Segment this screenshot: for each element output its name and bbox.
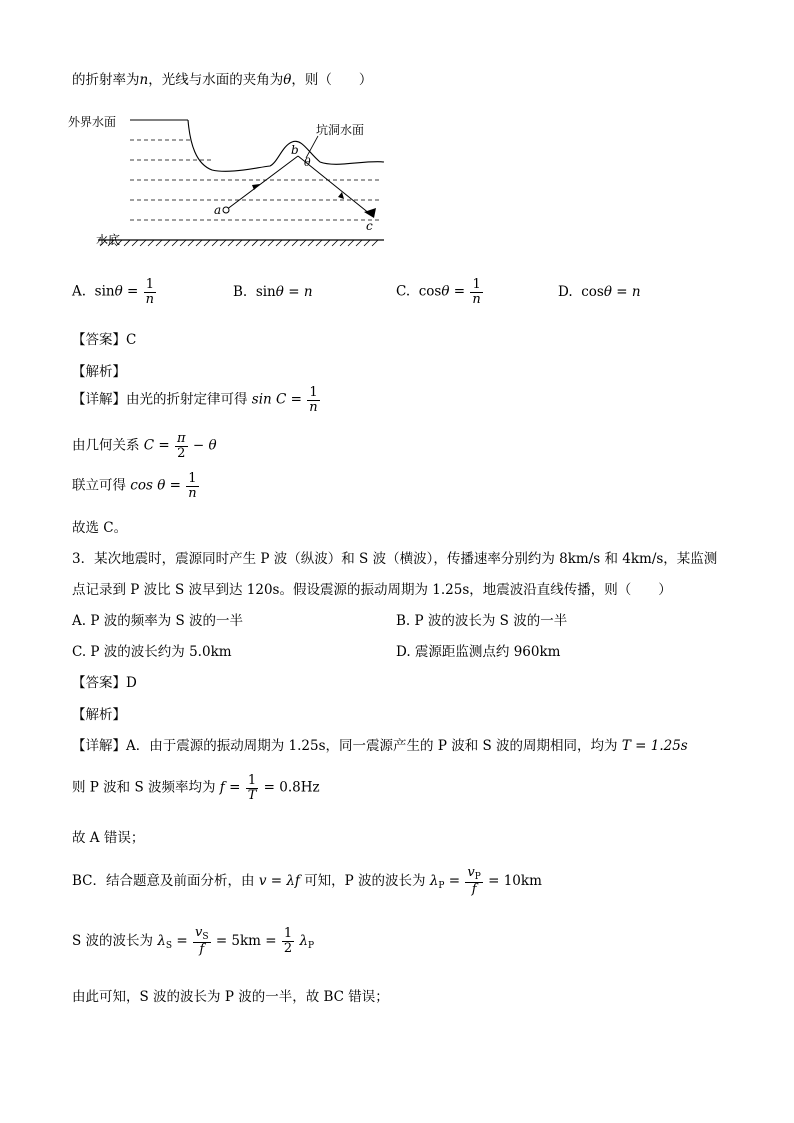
option-b-func: sin (255, 284, 276, 300)
label-c: c (366, 219, 373, 233)
q2-detail-label: 【详解】 (72, 391, 126, 408)
option-a-eq: = (127, 283, 139, 300)
option-d-eq: = (616, 284, 628, 300)
option-c-den: n (472, 291, 481, 307)
q3-detail4-mid: 可知，P 波的波长为 (304, 873, 426, 890)
q3-answer-label: 【答案】 (72, 675, 126, 691)
q3-detail2-fraction (246, 774, 259, 802)
option-c-func: cos (418, 283, 442, 300)
q2-line1-math: sin C = (251, 391, 302, 408)
q2-line2-num: π (177, 431, 186, 446)
source-point-a (223, 207, 229, 213)
bottom-label: 水底 (96, 233, 121, 247)
q3-detail-line5: S 波的波长为 $\lambda_S$ = $\frac{v_S}{f}$ = 5km = $\frac{1}{2}$ $\lambda_P$ (72, 925, 315, 958)
q2-line1-num: 1 (309, 385, 318, 400)
q3-answer-value: D (126, 675, 137, 691)
option-b-var: θ (275, 284, 284, 300)
q3-detail2-rhs: = 0.8Hz (263, 779, 320, 796)
q3-detail5-fraction2 (282, 927, 294, 955)
intro-line (72, 68, 372, 88)
q2-line3-math: cos θ = (130, 477, 181, 494)
q3-option-b[interactable]: B. P 波的波长为 S 波的一半 (396, 613, 568, 629)
q2-answer-label: 【答案】 (72, 332, 126, 348)
option-c-var: θ (441, 283, 450, 300)
q2-line3-num: 1 (188, 471, 197, 486)
option-d-func: cos (581, 284, 604, 300)
intro-n: n (139, 72, 149, 88)
q3-detail5-sub: S (165, 941, 173, 952)
q2-detail-line3 (72, 472, 200, 500)
q2-line1-text: 由光的折射定律可得 (126, 391, 248, 408)
q3-detail5-fraction (193, 926, 211, 957)
outer-surface-label: 外界水面 (68, 115, 117, 129)
q3-detail5-num-sub: S (202, 932, 209, 942)
option-a-den: n (145, 291, 155, 307)
option-d-rhs: n (631, 284, 641, 300)
q3-detail4-math: v = λf (258, 873, 300, 890)
option-a-fraction (144, 278, 156, 306)
option-a-num: 1 (145, 277, 154, 292)
q2-line3-fraction (186, 472, 198, 500)
q3-detail5-tail-sub: P (308, 941, 315, 952)
incident-ray (226, 156, 298, 210)
option-b[interactable] (233, 284, 313, 300)
q3-detail-label: 【详解】 (72, 738, 126, 754)
option-d[interactable] (558, 284, 641, 300)
reflected-arrow (338, 192, 344, 199)
q2-line2-den: 2 (175, 446, 188, 461)
option-a[interactable] (72, 278, 157, 306)
q3-detail4-num: v (467, 865, 475, 880)
q3-detail5-num: v (194, 925, 203, 940)
intro-mid: ，光线与水面的夹角为 (148, 72, 284, 88)
q3-detail5-text: S 波的波长为 (72, 933, 154, 950)
q3-detail4-rhs: = 10km (488, 873, 542, 890)
q2-line2-text: 由几何关系 (72, 437, 140, 454)
option-c-letter: C. (396, 283, 411, 300)
q3-detail-line3: 故 A 错误； (72, 830, 145, 846)
refraction-figure (64, 104, 404, 256)
q2-analysis-label: 【解析】 (72, 364, 126, 380)
q3-detail2-text: 则 P 波和 S 波频率均为 (72, 779, 216, 796)
q3-detail5-num2: 1 (283, 926, 293, 942)
q2-line1-fraction (307, 386, 319, 414)
q2-answer-value: C (126, 332, 137, 348)
label-b: b (291, 143, 299, 157)
pit-surface-label: 坑洞水面 (316, 123, 365, 137)
q3-stem-line2: 点记录到 P 波比 S 波早到达 120s。假设震源的振动周期为 1.25s，地震波沿直线传播，则（ ） (72, 582, 672, 598)
q3-detail2-lhs: f = (219, 779, 241, 796)
q2-detail-line2 (72, 432, 217, 460)
intro-prefix: 的折射率为 (72, 72, 140, 88)
q2-detail-line1 (72, 386, 321, 414)
label-a: a (214, 203, 222, 217)
q3-detail4-lhs: λ (429, 873, 439, 890)
q3-detail5-mid: = 5km = (215, 933, 277, 950)
q3-analysis-label: 【解析】 (72, 707, 126, 723)
q3-detail4-fraction (465, 866, 482, 897)
q2-line2-tail: − θ (192, 437, 217, 454)
q3-detail4-den: f (465, 882, 482, 897)
q3-detail1-text: A．由于震源的振动周期为 1.25s，同一震源产生的 P 波和 S 波的周期相同，均为 (126, 738, 618, 754)
option-c-fraction (470, 278, 482, 306)
q2-conclusion: 故选 C。 (72, 520, 128, 536)
q3-detail4-num-sub: P (474, 872, 481, 882)
q3-detail-line2 (72, 774, 320, 802)
intro-suffix: ，则（ ） (291, 72, 373, 88)
q2-line1-den: n (309, 399, 318, 415)
option-a-letter: A. (72, 283, 87, 300)
q3-option-a[interactable]: A. P 波的频率为 S 波的一半 (72, 613, 244, 629)
q3-detail-line6: 由此可知，S 波的波长为 P 波的一半，故 BC 错误； (72, 989, 389, 1005)
q3-detail-line4: BC．结合题意及前面分析，由 v = λf 可知，P 波的波长为 $\lambda_P$ = $\frac{v_P}{f}$ = 10km (72, 865, 542, 898)
option-b-letter: B. (233, 284, 248, 300)
option-a-var: θ (114, 283, 123, 300)
q3-stem-line1: 3．某次地震时，震源同时产生 P 波（纵波）和 S 波（横波），传播速率分别约为 8km/s 和 4km/s，某监测 (72, 551, 718, 567)
bottom-hatch (100, 240, 378, 246)
q3-answer (72, 671, 137, 691)
q3-detail-line1 (72, 734, 688, 754)
q3-option-c[interactable]: C. P 波的波长约为 5.0km (72, 644, 232, 660)
q3-detail5-den2: 2 (283, 941, 293, 957)
option-d-letter: D. (558, 284, 573, 300)
q2-line2-math: C = (143, 437, 170, 454)
q3-detail2-num: 1 (247, 773, 257, 788)
q3-detail4-text: BC．结合题意及前面分析，由 (72, 873, 255, 890)
q3-detail1-math: T = 1.25s (621, 738, 688, 754)
q3-detail5-den: f (193, 942, 211, 957)
water-dashed-lines (130, 140, 382, 220)
label-theta: θ (304, 156, 311, 169)
q2-line3-den: n (188, 485, 197, 501)
option-a-func: sin (94, 283, 115, 300)
q2-answer (72, 328, 136, 348)
q3-detail2-den: T (247, 787, 257, 803)
option-c[interactable] (396, 278, 484, 306)
q2-line2-fraction (175, 432, 188, 460)
option-b-eq: = (288, 284, 300, 300)
option-c-num: 1 (472, 277, 481, 292)
q3-option-d[interactable]: D. 震源距监测点约 960km (396, 644, 561, 660)
q3-detail4-sub: P (438, 881, 445, 892)
intro-theta: θ (283, 72, 292, 88)
option-b-rhs: n (303, 284, 313, 300)
q3-detail5-tail: λ (299, 933, 309, 950)
q2-line3-text: 联立可得 (72, 477, 126, 494)
option-d-var: θ (603, 284, 612, 300)
q3-detail5-lhs: λ (157, 933, 166, 950)
detector-c-icon (364, 208, 376, 218)
option-c-eq: = (453, 283, 466, 300)
